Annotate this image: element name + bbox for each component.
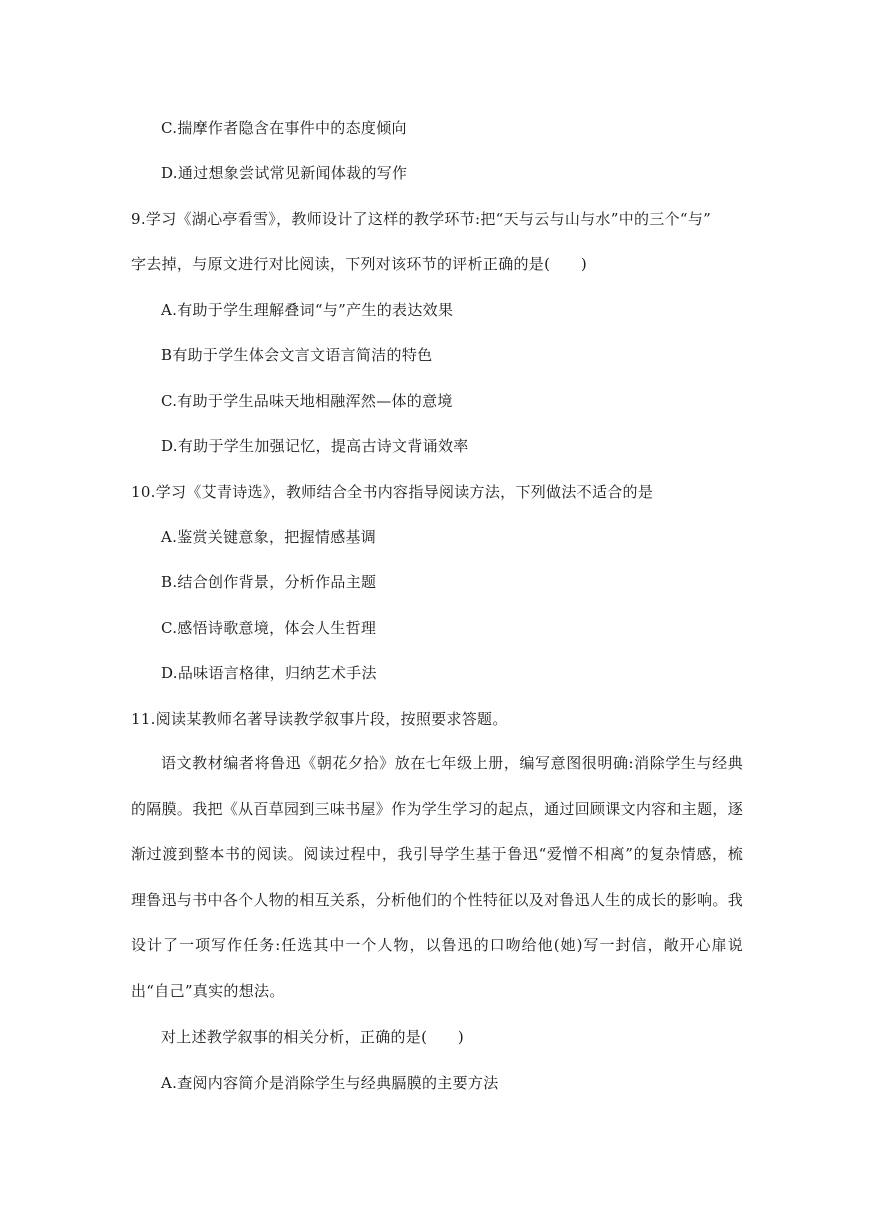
option-10-d: D.品味语言格律，归纳艺术手法	[161, 664, 377, 682]
option-10-c: C.感悟诗歌意境，体会人生哲理	[161, 619, 377, 637]
option-11-a: A.查阅内容简介是消除学生与经典膈膜的主要方法	[161, 1074, 499, 1092]
question-11-passage: 语文教材编者将鲁迅《朝花夕拾》放在七年级上册，编写意图很明确:消除学生与经典的隔膜。我把《从百草园到三味书屋》作为学生学习的起点，通过回顾课文内容和主题，逐渐过渡到整本书的阅读。阅读过程中，我引导学生基于鲁迅“爱憎不相离”的复杂情感，梳理鲁迅与书中各个人物的相互关系，分析他们的个性特征以及对鲁迅人生的成长的影响。我设计了一项写作任务:任选其中一个人物，以鲁迅的口吻给他(她)写一封信，敞开心扉说出“自己”真实的想法。	[131, 754, 744, 1000]
option-9-a: A.有助于学生理解叠词“与”产生的表达效果	[161, 301, 454, 319]
option-8-c: C.揣摩作者隐含在事件中的态度倾向	[161, 119, 407, 137]
question-9-stem-line1: 9.学习《湖心亭看雪》，教师设计了这样的教学环节:把“天与云与山与水”中的三个“与”	[131, 210, 712, 228]
question-11-prompt: 对上述教学叙事的相关分析，正确的是( )	[161, 1028, 465, 1046]
option-9-c: C.有助于学生品味天地相融浑然—体的意境	[161, 392, 453, 410]
question-10-stem: 10.学习《艾青诗选》，教师结合全书内容指导阅读方法，下列做法不适合的是	[131, 483, 654, 501]
option-9-d: D.有助于学生加强记忆，提高古诗文背诵效率	[161, 437, 469, 455]
question-9-stem-line2: 字去掉，与原文进行对比阅读，下列对该环节的评析正确的是( )	[131, 255, 588, 273]
option-10-b: B.结合创作背景，分析作品主题	[161, 573, 377, 591]
option-9-b: B有助于学生体会文言文语言简洁的特色	[161, 346, 433, 364]
option-10-a: A.鉴赏关键意象，把握情感基调	[161, 528, 377, 546]
option-8-d: D.通过想象尝试常见新闻体裁的写作	[161, 164, 408, 182]
question-11-stem: 11.阅读某教师名著导读教学叙事片段，按照要求答题。	[131, 710, 508, 728]
